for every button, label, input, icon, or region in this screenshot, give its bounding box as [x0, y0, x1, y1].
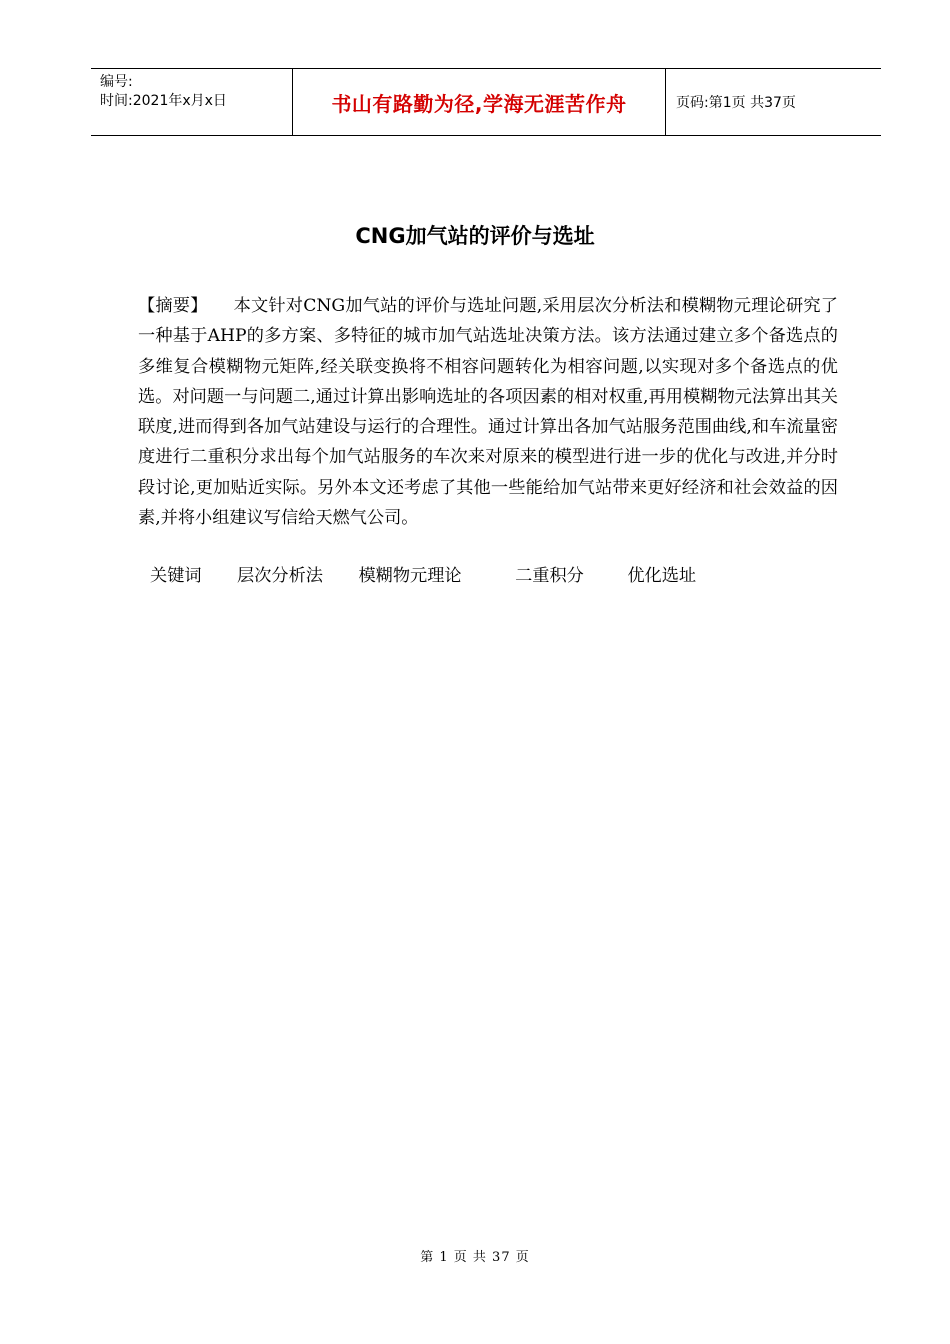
- date-label: 时间:2021年x月x日: [100, 93, 227, 109]
- document-title: CNG加气站的评价与选址: [355, 224, 595, 248]
- header-motto-cell: [293, 69, 666, 135]
- document-header: [91, 68, 881, 136]
- keyword-item: 二重积分: [515, 566, 584, 586]
- number-label: 编号:: [100, 74, 133, 90]
- motto-text: 书山有路勤为径,学海无涯苦作舟: [331, 91, 627, 116]
- keyword-item: 模糊物元理论: [358, 566, 462, 586]
- keywords-line: [150, 561, 696, 591]
- abstract-label: 【摘要】: [138, 296, 208, 316]
- header-page-info: 页码:第1页 共37页: [676, 95, 796, 111]
- header-page-cell: [666, 69, 881, 135]
- page-footer: 第 1 页 共 37 页: [420, 1250, 530, 1265]
- abstract-text: 本文针对CNG加气站的评价与选址问题,采用层次分析法和模糊物元理论研究了一种基于AHP的多方案、多特征的城市加气站选址决策方法。该方法通过建立多个备选点的多维复合模糊物元矩阵,经关联变换将不相容问题转化为相容问题,以实现对多个备选点的优选。对问题一与问题二,通过计算出影响选址的各项因素的相对权重,再用模糊物元法算出其关联度,进而得到各加气站建设与运行的合理性。通过计算出各加气站服务范围曲线,和车流量密度进行二重积分求出每个加气站服务的车次来对原来的模型进行进一步的优化与改进,并分时段讨论,更加贴近实际。另外本文还考虑了其他一些能给加气站带来更好经济和社会效益的因素,并将小组建议写信给天燃气公司。: [138, 296, 838, 529]
- keyword-item: 优化选址: [627, 566, 697, 586]
- abstract-paragraph: [138, 291, 838, 533]
- keywords-label: 关键词: [150, 566, 202, 586]
- header-meta-cell: [91, 69, 293, 135]
- keyword-item: 层次分析法: [237, 566, 323, 586]
